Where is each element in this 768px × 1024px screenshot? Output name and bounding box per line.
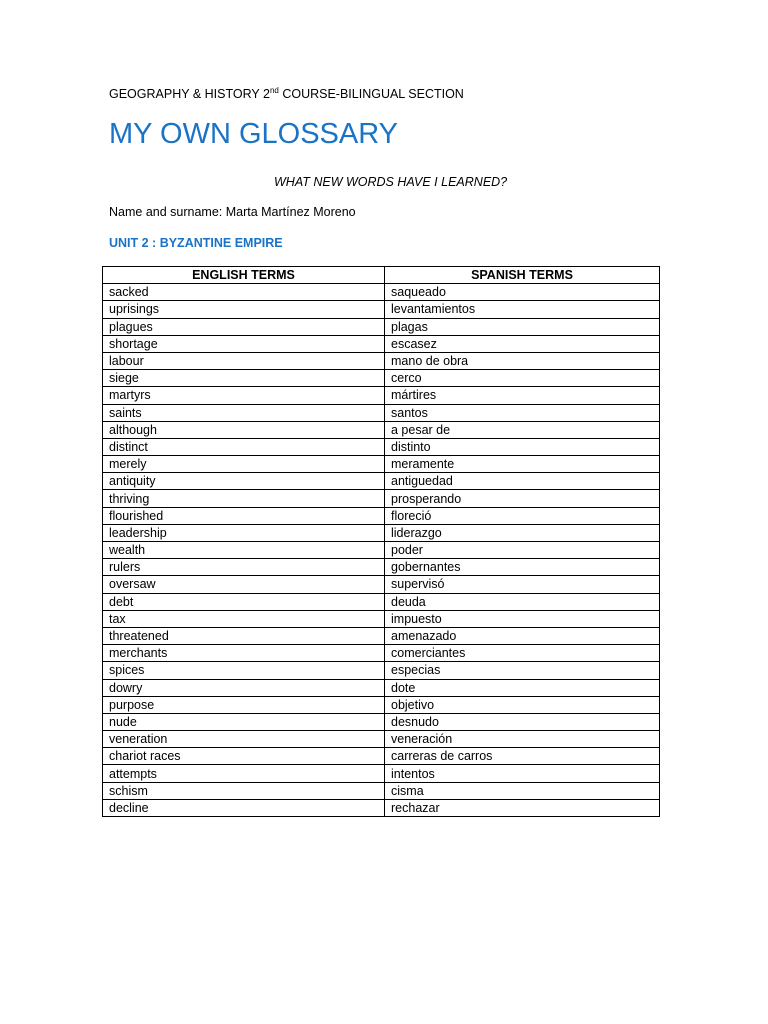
column-header-english: ENGLISH TERMS xyxy=(103,267,385,284)
table-row xyxy=(103,662,660,679)
table-row xyxy=(103,559,660,576)
spanish-term: meramente xyxy=(385,456,660,473)
spanish-term: desnudo xyxy=(385,713,660,730)
english-term: spices xyxy=(103,662,385,679)
english-term: shortage xyxy=(103,335,385,352)
page-title: MY OWN GLOSSARY xyxy=(109,118,398,150)
column-header-spanish: SPANISH TERMS xyxy=(385,267,660,284)
spanish-term: levantamientos xyxy=(385,301,660,318)
spanish-term: antiguedad xyxy=(385,473,660,490)
spanish-term: santos xyxy=(385,404,660,421)
spanish-term: amenazado xyxy=(385,627,660,644)
table-row xyxy=(103,318,660,335)
spanish-term: floreció xyxy=(385,507,660,524)
table-row xyxy=(103,576,660,593)
spanish-term: mano de obra xyxy=(385,352,660,369)
english-term: labour xyxy=(103,352,385,369)
table-row xyxy=(103,782,660,799)
english-term: tax xyxy=(103,610,385,627)
course-header xyxy=(109,86,464,101)
spanish-term: escasez xyxy=(385,335,660,352)
english-term: merely xyxy=(103,456,385,473)
spanish-term: plagas xyxy=(385,318,660,335)
table-row xyxy=(103,542,660,559)
spanish-term: comerciantes xyxy=(385,645,660,662)
spanish-term: cerco xyxy=(385,370,660,387)
table-row xyxy=(103,731,660,748)
table-row xyxy=(103,473,660,490)
spanish-term: prosperando xyxy=(385,490,660,507)
table-row xyxy=(103,404,660,421)
table-row xyxy=(103,765,660,782)
unit-heading: UNIT 2 : BYZANTINE EMPIRE xyxy=(109,236,283,250)
english-term: antiquity xyxy=(103,473,385,490)
spanish-term: distinto xyxy=(385,438,660,455)
english-term: leadership xyxy=(103,524,385,541)
english-term: sacked xyxy=(103,284,385,301)
english-term: threatened xyxy=(103,627,385,644)
english-term: thriving xyxy=(103,490,385,507)
english-term: oversaw xyxy=(103,576,385,593)
glossary-body xyxy=(103,284,660,817)
english-term: debt xyxy=(103,593,385,610)
spanish-term: mártires xyxy=(385,387,660,404)
english-term: dowry xyxy=(103,679,385,696)
spanish-term: objetivo xyxy=(385,696,660,713)
table-row xyxy=(103,610,660,627)
english-term: saints xyxy=(103,404,385,421)
english-term: merchants xyxy=(103,645,385,662)
table-header-row xyxy=(103,267,660,284)
spanish-term: carreras de carros xyxy=(385,748,660,765)
spanish-term: especias xyxy=(385,662,660,679)
spanish-term: dote xyxy=(385,679,660,696)
table-row xyxy=(103,645,660,662)
english-term: rulers xyxy=(103,559,385,576)
table-row xyxy=(103,370,660,387)
table-row xyxy=(103,456,660,473)
table-row xyxy=(103,524,660,541)
english-term: plagues xyxy=(103,318,385,335)
english-term: attempts xyxy=(103,765,385,782)
course-header-ordinal: nd xyxy=(269,86,279,95)
english-term: siege xyxy=(103,370,385,387)
student-name: Name and surname: Marta Martínez Moreno xyxy=(109,205,356,219)
table-row xyxy=(103,438,660,455)
table-row xyxy=(103,713,660,730)
table-row xyxy=(103,696,660,713)
table-row xyxy=(103,748,660,765)
spanish-term: impuesto xyxy=(385,610,660,627)
table-row xyxy=(103,335,660,352)
english-term: flourished xyxy=(103,507,385,524)
spanish-term: gobernantes xyxy=(385,559,660,576)
english-term: schism xyxy=(103,782,385,799)
spanish-term: liderazgo xyxy=(385,524,660,541)
spanish-term: supervisó xyxy=(385,576,660,593)
table-row xyxy=(103,627,660,644)
course-header-suffix: COURSE-BILINGUAL SECTION xyxy=(278,87,464,102)
table-row xyxy=(103,301,660,318)
table-row xyxy=(103,387,660,404)
spanish-term: rechazar xyxy=(385,799,660,816)
english-term: uprisings xyxy=(103,301,385,318)
spanish-term: saqueado xyxy=(385,284,660,301)
spanish-term: poder xyxy=(385,542,660,559)
spanish-term: veneración xyxy=(385,731,660,748)
course-header-prefix: GEOGRAPHY & HISTORY 2 xyxy=(109,87,270,102)
english-term: distinct xyxy=(103,438,385,455)
spanish-term: deuda xyxy=(385,593,660,610)
table-row xyxy=(103,593,660,610)
page-subtitle: WHAT NEW WORDS HAVE I LEARNED? xyxy=(274,175,508,189)
english-term: chariot races xyxy=(103,748,385,765)
english-term: although xyxy=(103,421,385,438)
table-row xyxy=(103,679,660,696)
english-term: martyrs xyxy=(103,387,385,404)
table-row xyxy=(103,352,660,369)
spanish-term: intentos xyxy=(385,765,660,782)
english-term: wealth xyxy=(103,542,385,559)
spanish-term: cisma xyxy=(385,782,660,799)
table-row xyxy=(103,799,660,816)
english-term: nude xyxy=(103,713,385,730)
table-row xyxy=(103,490,660,507)
table-row xyxy=(103,421,660,438)
spanish-term: a pesar de xyxy=(385,421,660,438)
english-term: purpose xyxy=(103,696,385,713)
table-row xyxy=(103,507,660,524)
glossary-table xyxy=(102,266,660,817)
english-term: veneration xyxy=(103,731,385,748)
table-row xyxy=(103,284,660,301)
english-term: decline xyxy=(103,799,385,816)
